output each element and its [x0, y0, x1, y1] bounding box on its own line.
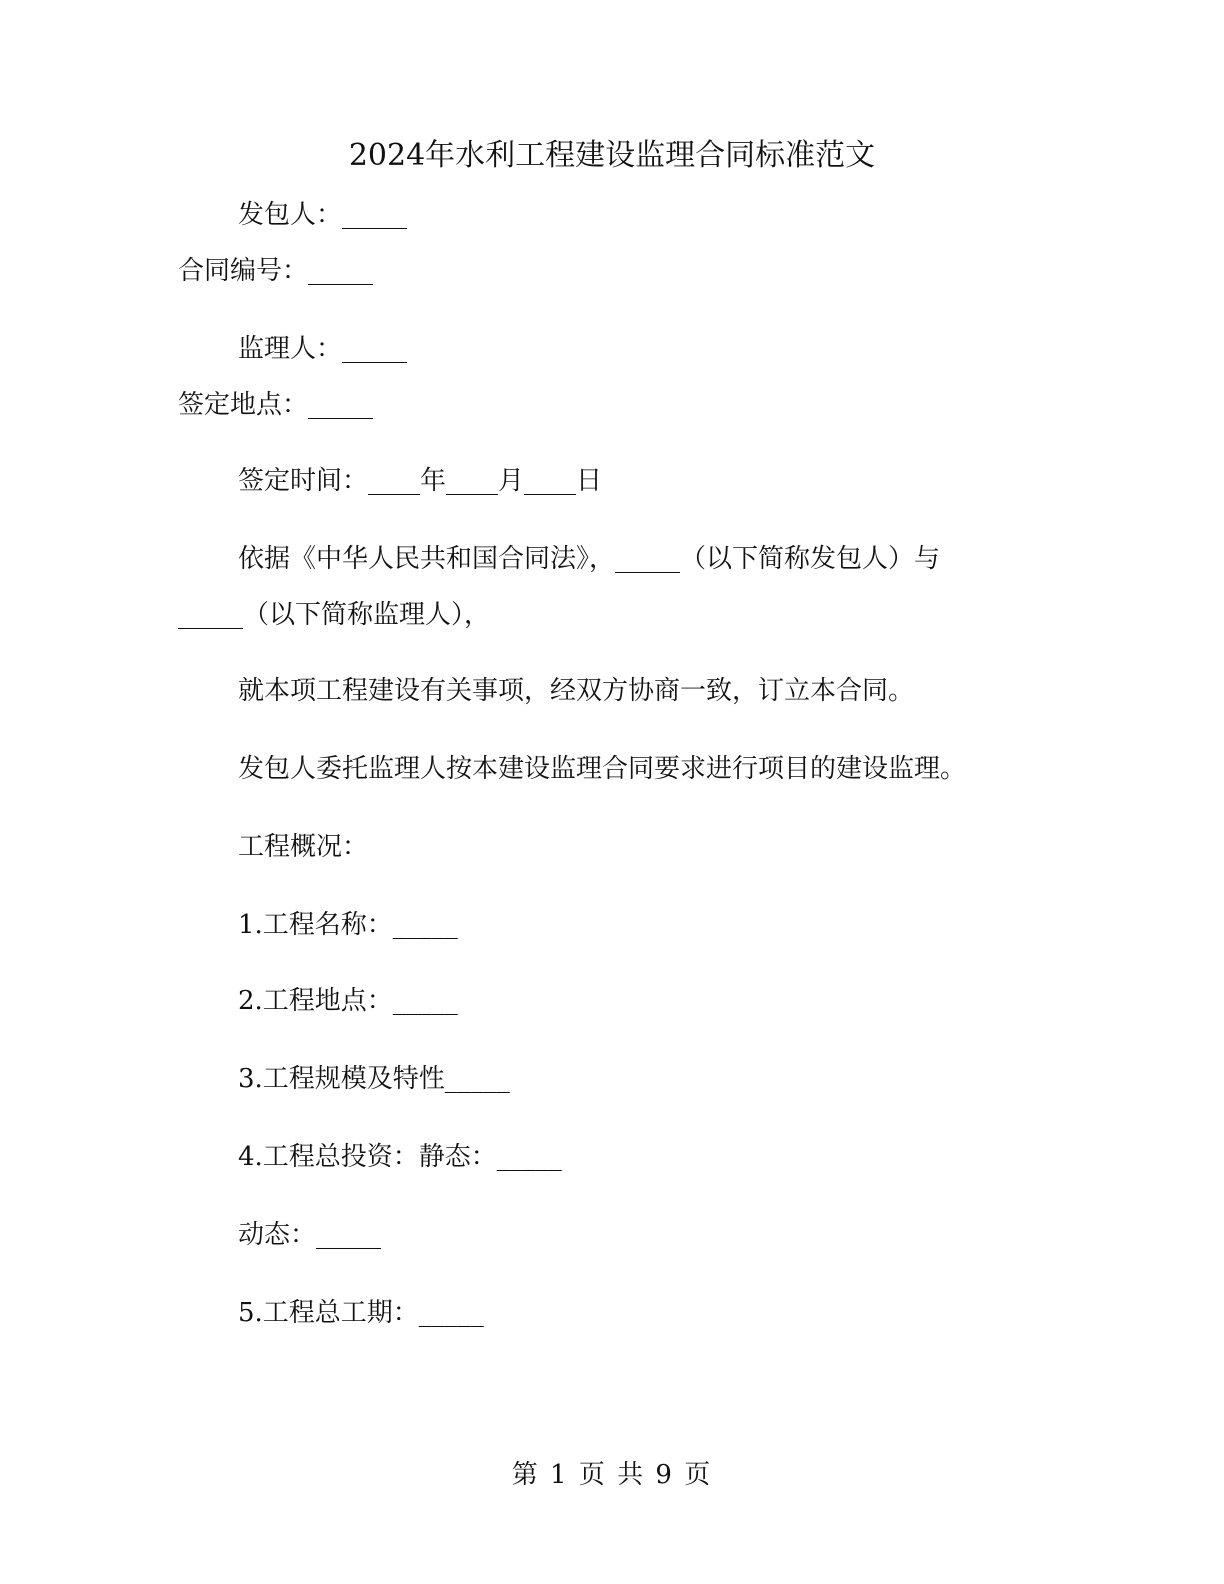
document-title: 2024年水利工程建设监理合同标准范文 — [348, 138, 876, 173]
project-location-item: 2.工程地点：_____ — [238, 986, 458, 1016]
dynamic-investment-item: 动态：_____ — [238, 1220, 382, 1250]
contract-number-line: 合同编号：_____ — [178, 256, 374, 286]
signing-place-line: 签定地点：_____ — [178, 390, 374, 420]
basis-paragraph-line-1: 依据《中华人民共和国合同法》，_____（以下简称发包人）与 — [238, 544, 941, 574]
page-number-footer: 第 1 页 共 9 页 — [511, 1460, 713, 1490]
supervisor-line: 监理人：_____ — [238, 334, 408, 364]
employer-line: 发包人：_____ — [238, 200, 408, 230]
project-duration-item: 5.工程总工期：_____ — [238, 1298, 484, 1328]
project-name-item: 1.工程名称：_____ — [238, 910, 458, 940]
project-investment-item: 4.工程总投资：静态：_____ — [238, 1142, 562, 1172]
basis-paragraph-line-2: _____（以下简称监理人）， — [178, 600, 491, 630]
entrustment-paragraph: 发包人委托监理人按本建设监理合同要求进行项目的建设监理。 — [238, 754, 967, 784]
project-scale-item: 3.工程规模及特性_____ — [238, 1064, 510, 1094]
project-overview-heading: 工程概况： — [238, 832, 369, 862]
agreement-paragraph: 就本项工程建设有关事项，经双方协商一致，订立本合同。 — [238, 676, 915, 706]
signing-date-line: 签定时间：____年____月____日 — [238, 466, 603, 496]
